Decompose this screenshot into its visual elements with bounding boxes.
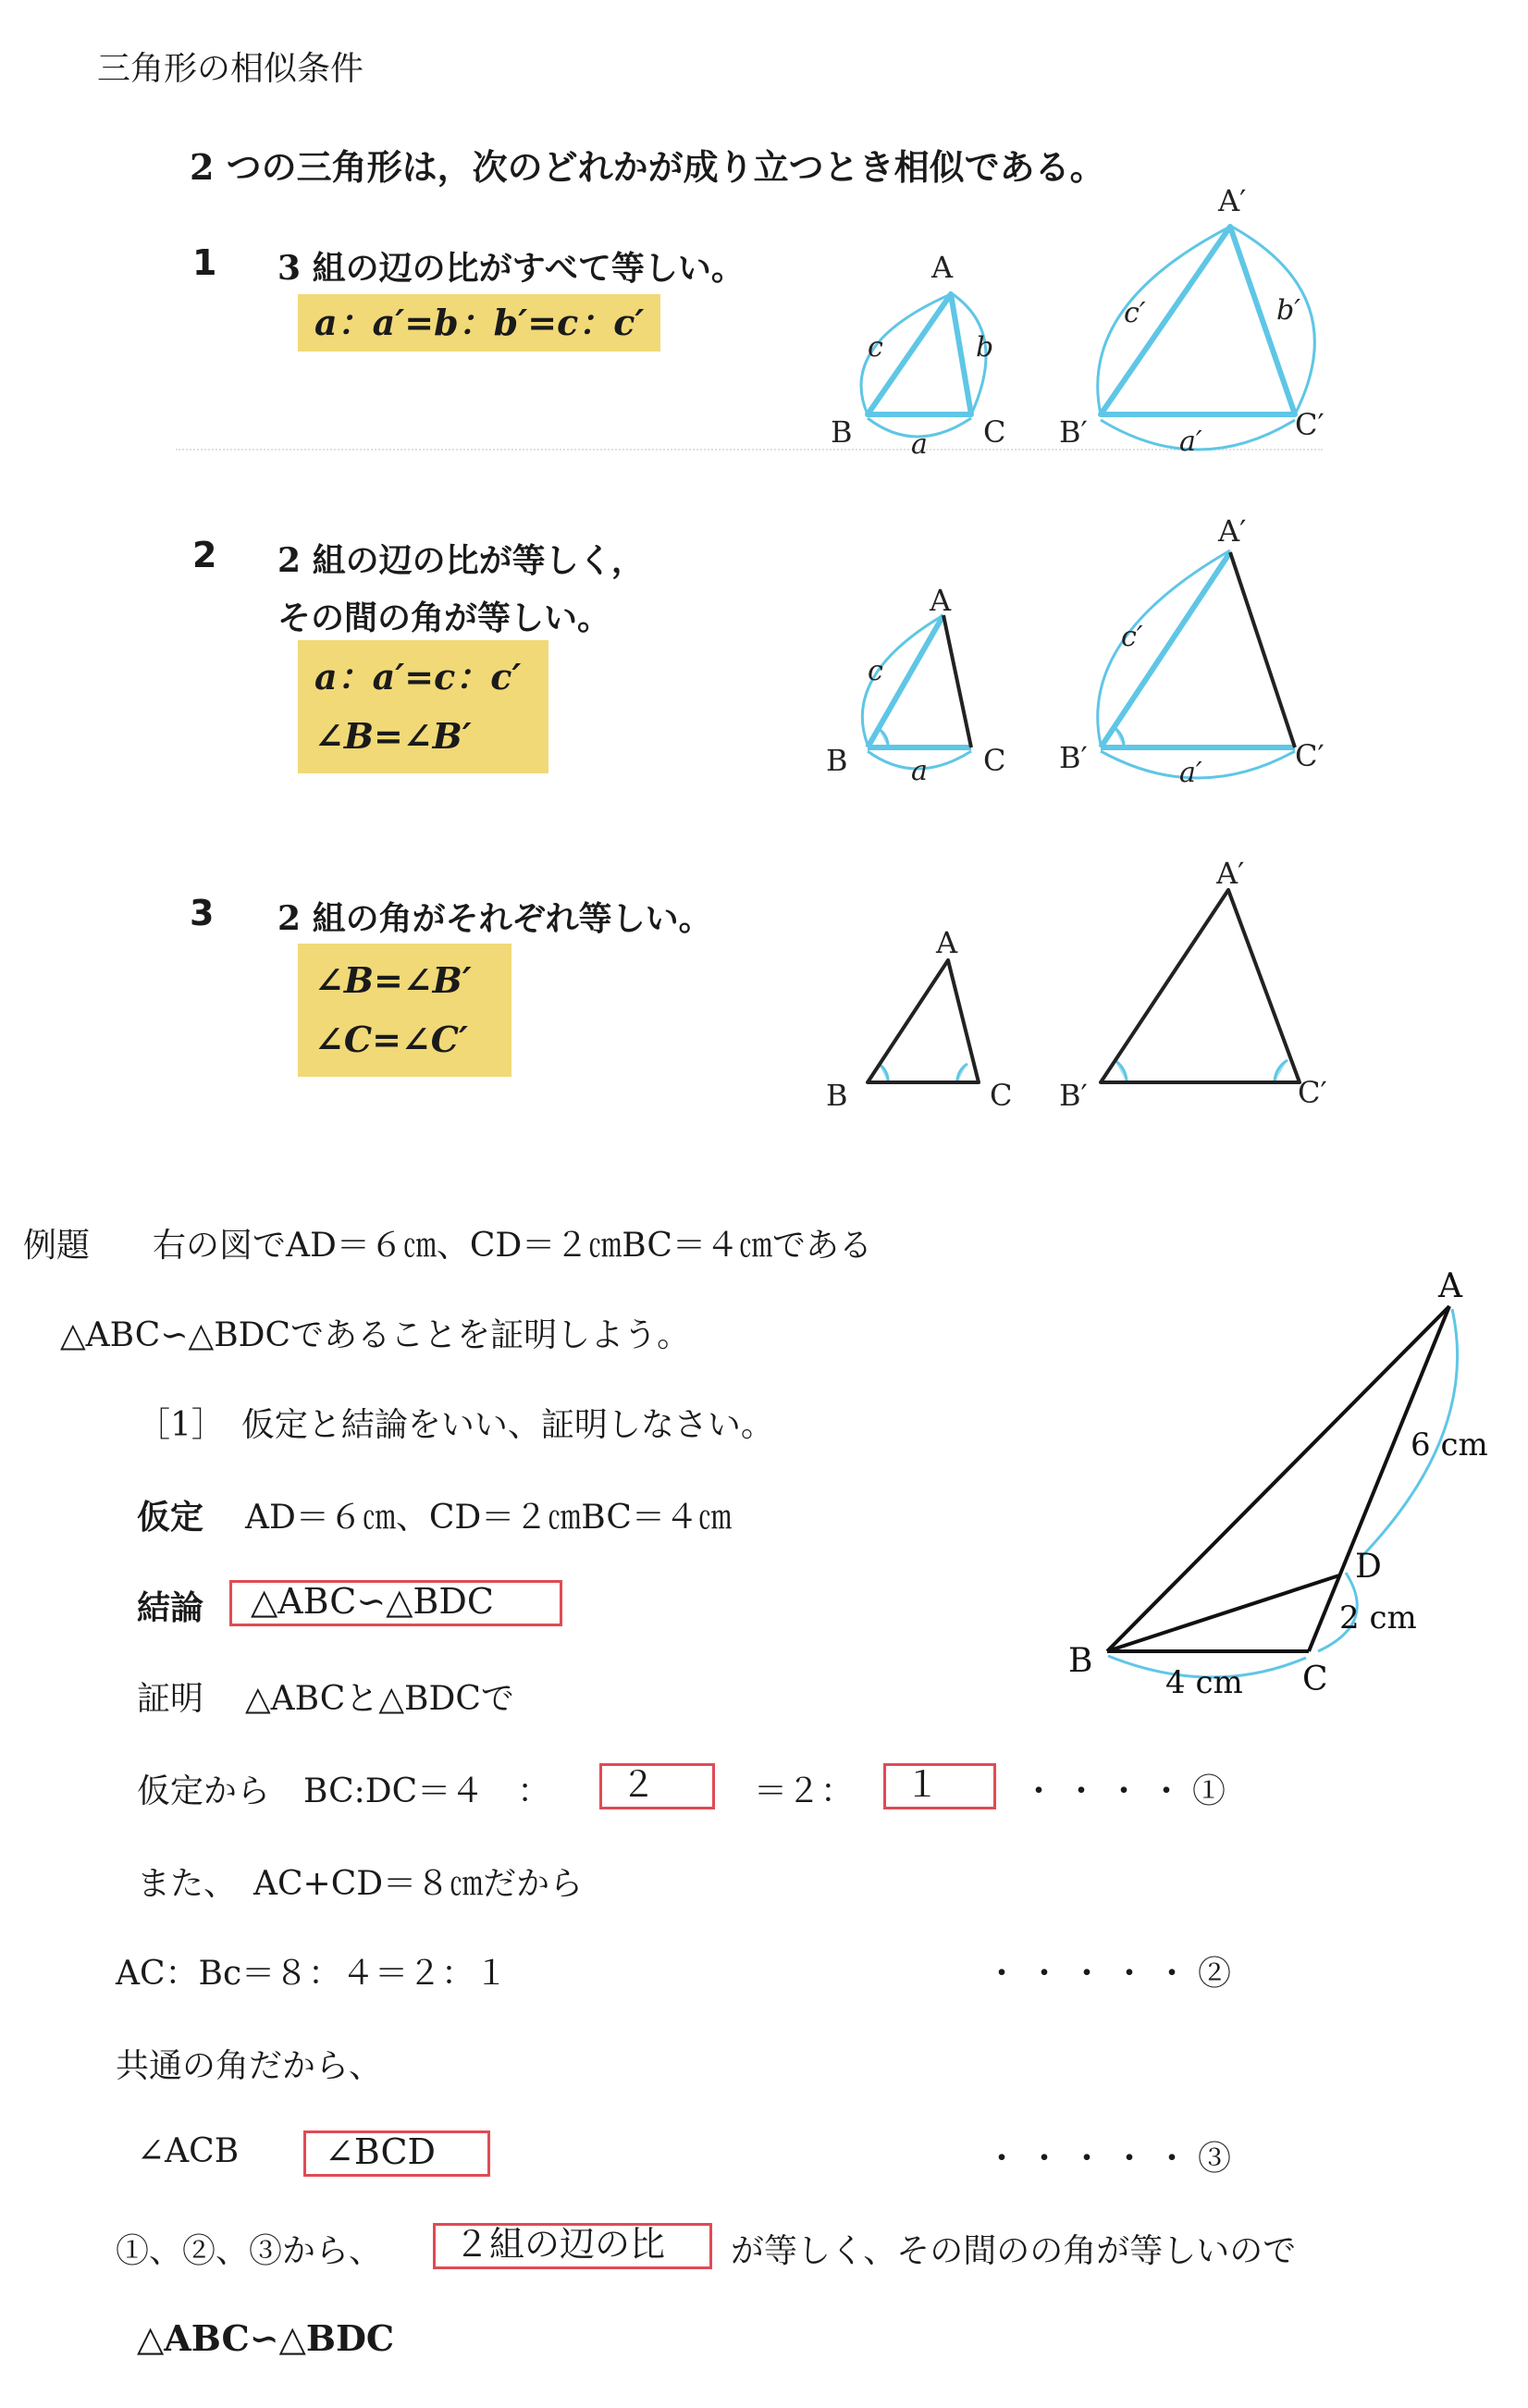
vertex-c-prime: C′ — [1295, 738, 1325, 773]
figure-vertex-a: A — [1438, 1267, 1462, 1305]
proof-step-1-mark: ・・・・① — [1022, 1772, 1236, 1810]
condition-3-small-triangle — [826, 925, 1012, 1113]
proof-step-2b: AC：Bc＝８：４＝２：１ — [116, 1955, 509, 1993]
proof-intro: △ABCと△BDCで — [245, 1680, 514, 1718]
figure-label-ad: 6 cm — [1411, 1426, 1488, 1463]
condition-1-text: 3 組の辺の比がすべて等しい。 — [277, 249, 745, 288]
intro-text: 2 つの三角形は，次のどれかが成り立つとき相似である。 — [190, 146, 1105, 188]
vertex-b-prime: B′ — [1059, 740, 1088, 775]
side-a-prime-label: a′ — [1179, 757, 1202, 789]
page-title: 三角形の相似条件 — [97, 50, 364, 88]
vertex-c: C — [983, 743, 1006, 778]
condition-3-formula-line1: ∠B=∠B′ — [314, 959, 472, 1001]
proof-step-4-prefix: ①、②、③から、 — [116, 2232, 383, 2270]
proof-step-1-mid: ＝２： — [754, 1772, 855, 1810]
vertex-b-prime: B′ — [1059, 1078, 1088, 1113]
side-c-label: c — [868, 331, 883, 364]
assumption-text: AD＝６㎝、CD＝２㎝BC＝４㎝ — [245, 1499, 732, 1537]
similarity-diagrams — [0, 0, 1528, 1156]
example-problem-line1: 右の図でAD＝６㎝、CD＝２㎝BC＝４㎝である — [153, 1227, 872, 1265]
side-b-label: b — [976, 331, 994, 364]
proof-step-3-answer-box: ∠BCD — [303, 2130, 490, 2177]
condition-1-number: 1 — [192, 242, 217, 283]
vertex-c-prime: C′ — [1295, 407, 1325, 442]
condition-1-large-triangle — [1059, 183, 1325, 458]
vertex-b: B — [831, 414, 853, 450]
condition-3-formula-line2: ∠C=∠C′ — [314, 1019, 469, 1060]
condition-2-formula-line1: a：a′=c：c′ — [314, 656, 522, 698]
condition-3-large-triangle — [1059, 856, 1327, 1113]
figure-vertex-c: C — [1302, 1661, 1328, 1698]
figure-vertex-b: B — [1068, 1642, 1093, 1680]
example-task: ［1］ 仮定と結論をいい、証明しなさい。 — [137, 1406, 774, 1444]
assumption-label: 仮定 — [137, 1498, 204, 1537]
proof-step-1-answer-box-2: １ — [883, 1763, 996, 1809]
condition-2-text-line2: その間の角が等しい。 — [277, 599, 611, 637]
condition-2-large-triangle — [1059, 513, 1325, 789]
proof-step-4-answer-box: ２組の辺の比 — [433, 2223, 712, 2269]
proof-step-2a: また、 AC+CD＝８㎝だから — [137, 1865, 584, 1903]
condition-1-small-triangle — [831, 250, 1005, 461]
side-a-label: a — [911, 428, 928, 461]
side-b-prime-label: b′ — [1276, 294, 1301, 327]
condition-2-formula-line2: ∠B=∠B′ — [314, 715, 472, 757]
condition-2-small-triangle — [826, 583, 1005, 787]
vertex-c: C — [990, 1078, 1013, 1113]
proof-step-3a: 共通の角だから、 — [116, 2047, 383, 2085]
vertex-a: A — [936, 925, 958, 960]
condition-3-number: 3 — [190, 893, 215, 933]
proof-step-3-mark: ・・・・・③ — [985, 2140, 1241, 2178]
proof-label: 証明 — [137, 1680, 204, 1718]
condition-1-formula: a：a′=b：b′=c：c′ — [298, 294, 660, 352]
segment-bd — [1107, 1575, 1339, 1651]
vertex-c-prime: C′ — [1298, 1075, 1327, 1110]
vertex-a: A — [931, 250, 954, 285]
vertex-a-prime: A′ — [1218, 183, 1247, 218]
side-a-label: a — [911, 755, 928, 787]
proof-step-1-answer-box-1: ２ — [599, 1763, 715, 1809]
proof-step-4-suffix: が等しく、その間のの角が等しいので — [731, 2232, 1297, 2270]
vertex-b-prime: B′ — [1059, 414, 1088, 450]
figure-vertex-d: D — [1355, 1548, 1382, 1586]
vertex-b: B — [826, 743, 848, 778]
example-problem-line2: △ABC∽△BDCであることを証明しよう。 — [60, 1316, 691, 1354]
example-heading: 例題 — [23, 1227, 91, 1265]
proof-step-3-prefix: ∠ACB — [137, 2132, 240, 2170]
conclusion-answer-box: △ABC∽△BDC — [229, 1580, 562, 1626]
vertex-a-prime: A′ — [1216, 856, 1245, 891]
vertex-a: A — [930, 583, 952, 618]
vertex-a-prime: A′ — [1218, 513, 1247, 549]
side-c-label: c — [868, 655, 883, 687]
condition-2-number: 2 — [192, 535, 217, 575]
example-figure — [1045, 1258, 1508, 1721]
side-c-prime-label: c′ — [1121, 621, 1143, 653]
vertex-c: C — [983, 414, 1006, 450]
proof-step-2-mark: ・・・・・② — [985, 1955, 1241, 1993]
vertex-b: B — [826, 1078, 848, 1113]
conclusion-label: 結論 — [137, 1588, 204, 1627]
side-c-prime-label: c′ — [1124, 297, 1146, 329]
proof-final: △ABC∽△BDC — [137, 2317, 395, 2359]
proof-step-1-prefix: 仮定から BC:DC＝４ ： — [137, 1772, 551, 1810]
side-a-prime-label: a′ — [1179, 426, 1202, 458]
condition-2-text: 2 組の辺の比が等しく， — [277, 541, 645, 580]
condition-3-text: 2 組の角がそれぞれ等しい。 — [277, 899, 712, 938]
figure-label-bc: 4 cm — [1165, 1664, 1243, 1701]
figure-label-cd: 2 cm — [1339, 1599, 1417, 1636]
